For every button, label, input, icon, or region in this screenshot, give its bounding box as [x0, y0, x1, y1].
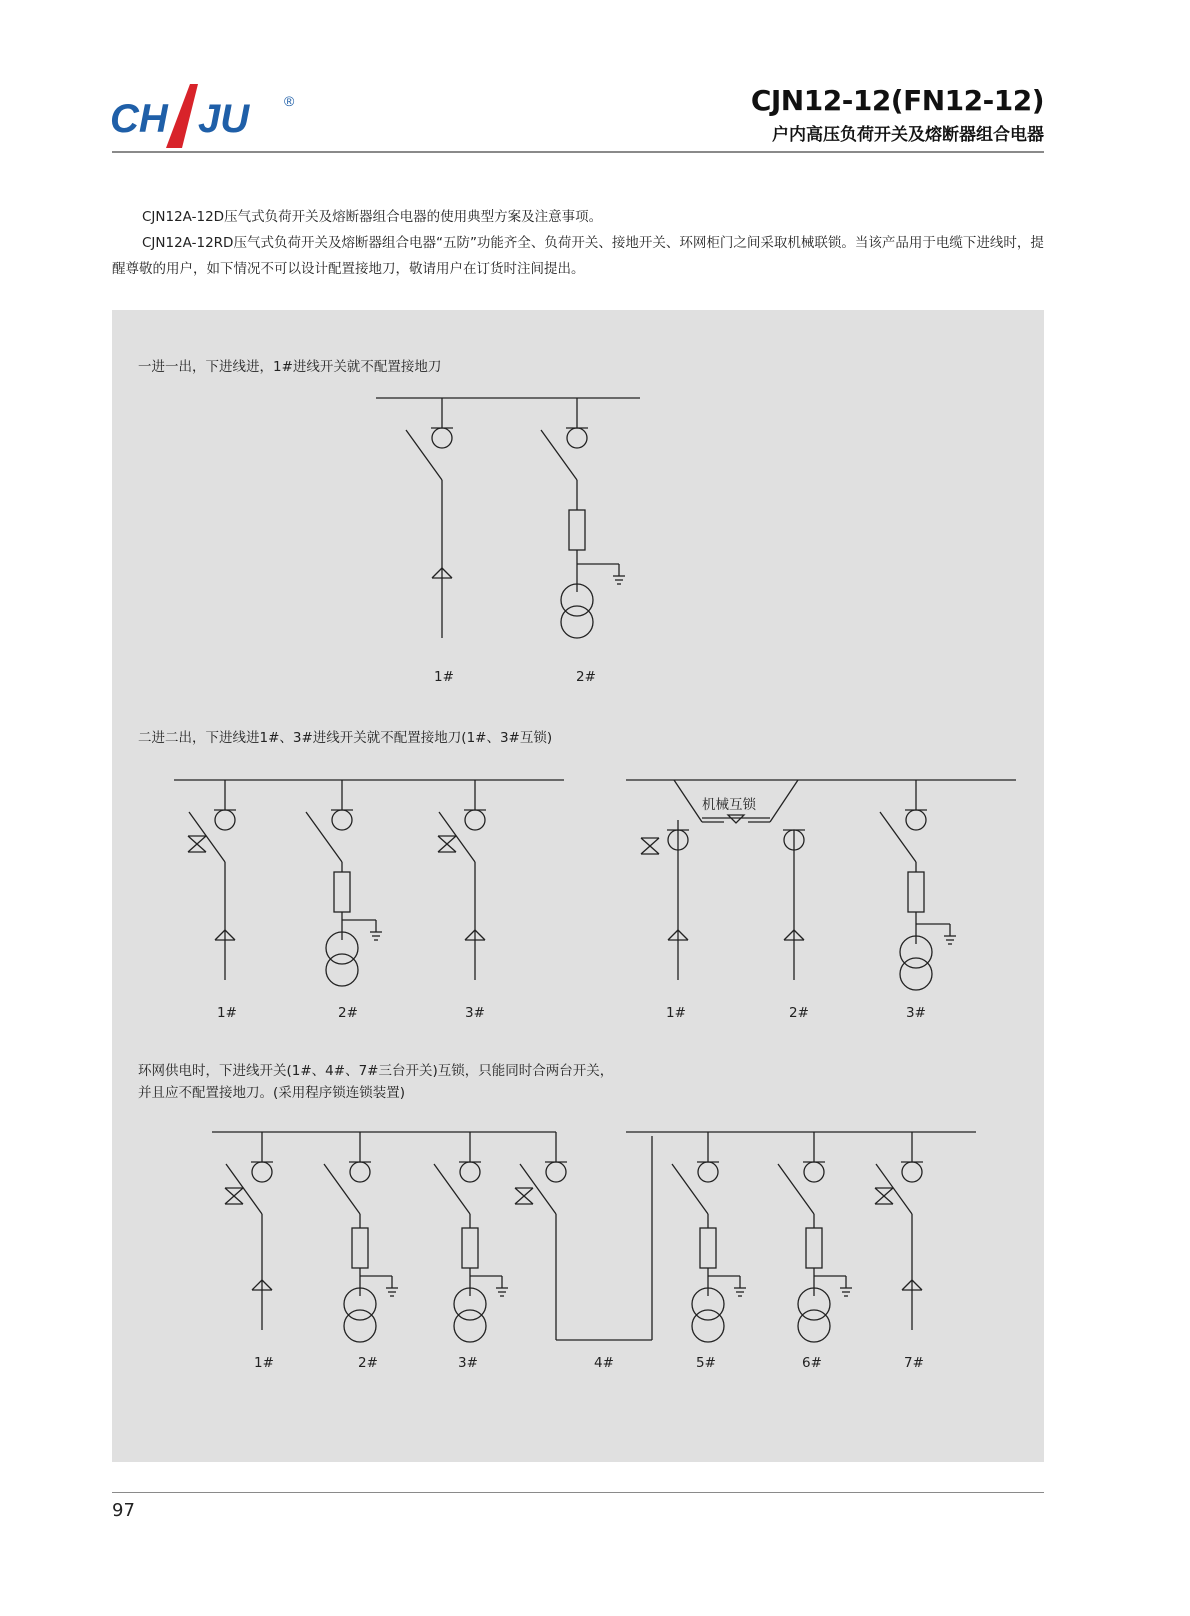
diagram-2-right-lines — [626, 780, 1016, 990]
d2-right-label-2: 2# — [789, 1005, 809, 1021]
intro-line-1: CJN12A-12D压气式负荷开关及熔断器组合电器的使用典型方案及注意事项。 — [142, 209, 603, 225]
diagram-2-left-lines — [174, 780, 564, 986]
intro-text — [112, 204, 1044, 282]
d2-left-label-2: 2# — [338, 1005, 358, 1021]
d1-unit-1 — [406, 398, 453, 638]
page-number: 97 — [112, 1500, 135, 1521]
diagram-1-caption: 一进一出，下进线进，1#进线开关就不配置接地刀 — [138, 359, 442, 375]
footer-divider — [112, 1492, 1044, 1493]
chaju-logo — [110, 82, 310, 154]
diagram-1-lines — [376, 398, 640, 638]
diagram-3-caption-2: 并且应不配置接地刀。(采用程序锁连锁装置) — [138, 1085, 406, 1101]
d1-label-1: 1# — [434, 669, 454, 685]
d3-label-1: 1# — [254, 1355, 274, 1371]
registered-mark: ® — [284, 93, 295, 109]
d3-label-3: 3# — [458, 1355, 478, 1371]
d3-label-6: 6# — [802, 1355, 822, 1371]
intro-line-2: CJN12A-12RD压气式负荷开关及熔断器组合电器“五防”功能齐全、负荷开关、接地开关、环网柜门之间采取机械联锁。当该产品用于电缆下进线时，提醒尊敬的用户，如下情况不可以设计配置接地刀，敬请用户在订货时注间提出。 — [112, 235, 1044, 277]
d1-unit-2 — [541, 398, 625, 638]
d2-left-label-3: 3# — [465, 1005, 485, 1021]
diagram-panel — [112, 310, 1044, 1462]
wiring-diagrams — [112, 310, 1044, 1462]
d2-right-label-3: 3# — [906, 1005, 926, 1021]
diagram-3-caption-1: 环网供电时，下进线开关(1#、4#、7#三台开关)互锁，只能同时合两台开关， — [138, 1063, 614, 1079]
header-divider — [112, 151, 1044, 153]
product-subtitle: 户内高压负荷开关及熔断器组合电器 — [772, 125, 1044, 145]
d1-label-2: 2# — [576, 669, 596, 685]
d3-label-2: 2# — [358, 1355, 378, 1371]
diagram-2-caption: 二进二出，下进线进1#、3#进线开关就不配置接地刀(1#、3#互锁) — [138, 730, 553, 746]
d3-label-5: 5# — [696, 1355, 716, 1371]
d2-right-label-1: 1# — [666, 1005, 686, 1021]
diagram-3-lines — [212, 1132, 976, 1342]
logo-text: CH — [110, 97, 168, 141]
d3-label-4: 4# — [594, 1355, 614, 1371]
d3-label-7: 7# — [904, 1355, 924, 1371]
d2-left-label-1: 1# — [217, 1005, 237, 1021]
logo-graphic — [110, 82, 310, 154]
interlock-label: 机械互锁 — [702, 797, 756, 813]
product-title: CJN12-12(FN12-12) — [750, 84, 1044, 117]
logo-text-tail: JU — [198, 97, 250, 141]
